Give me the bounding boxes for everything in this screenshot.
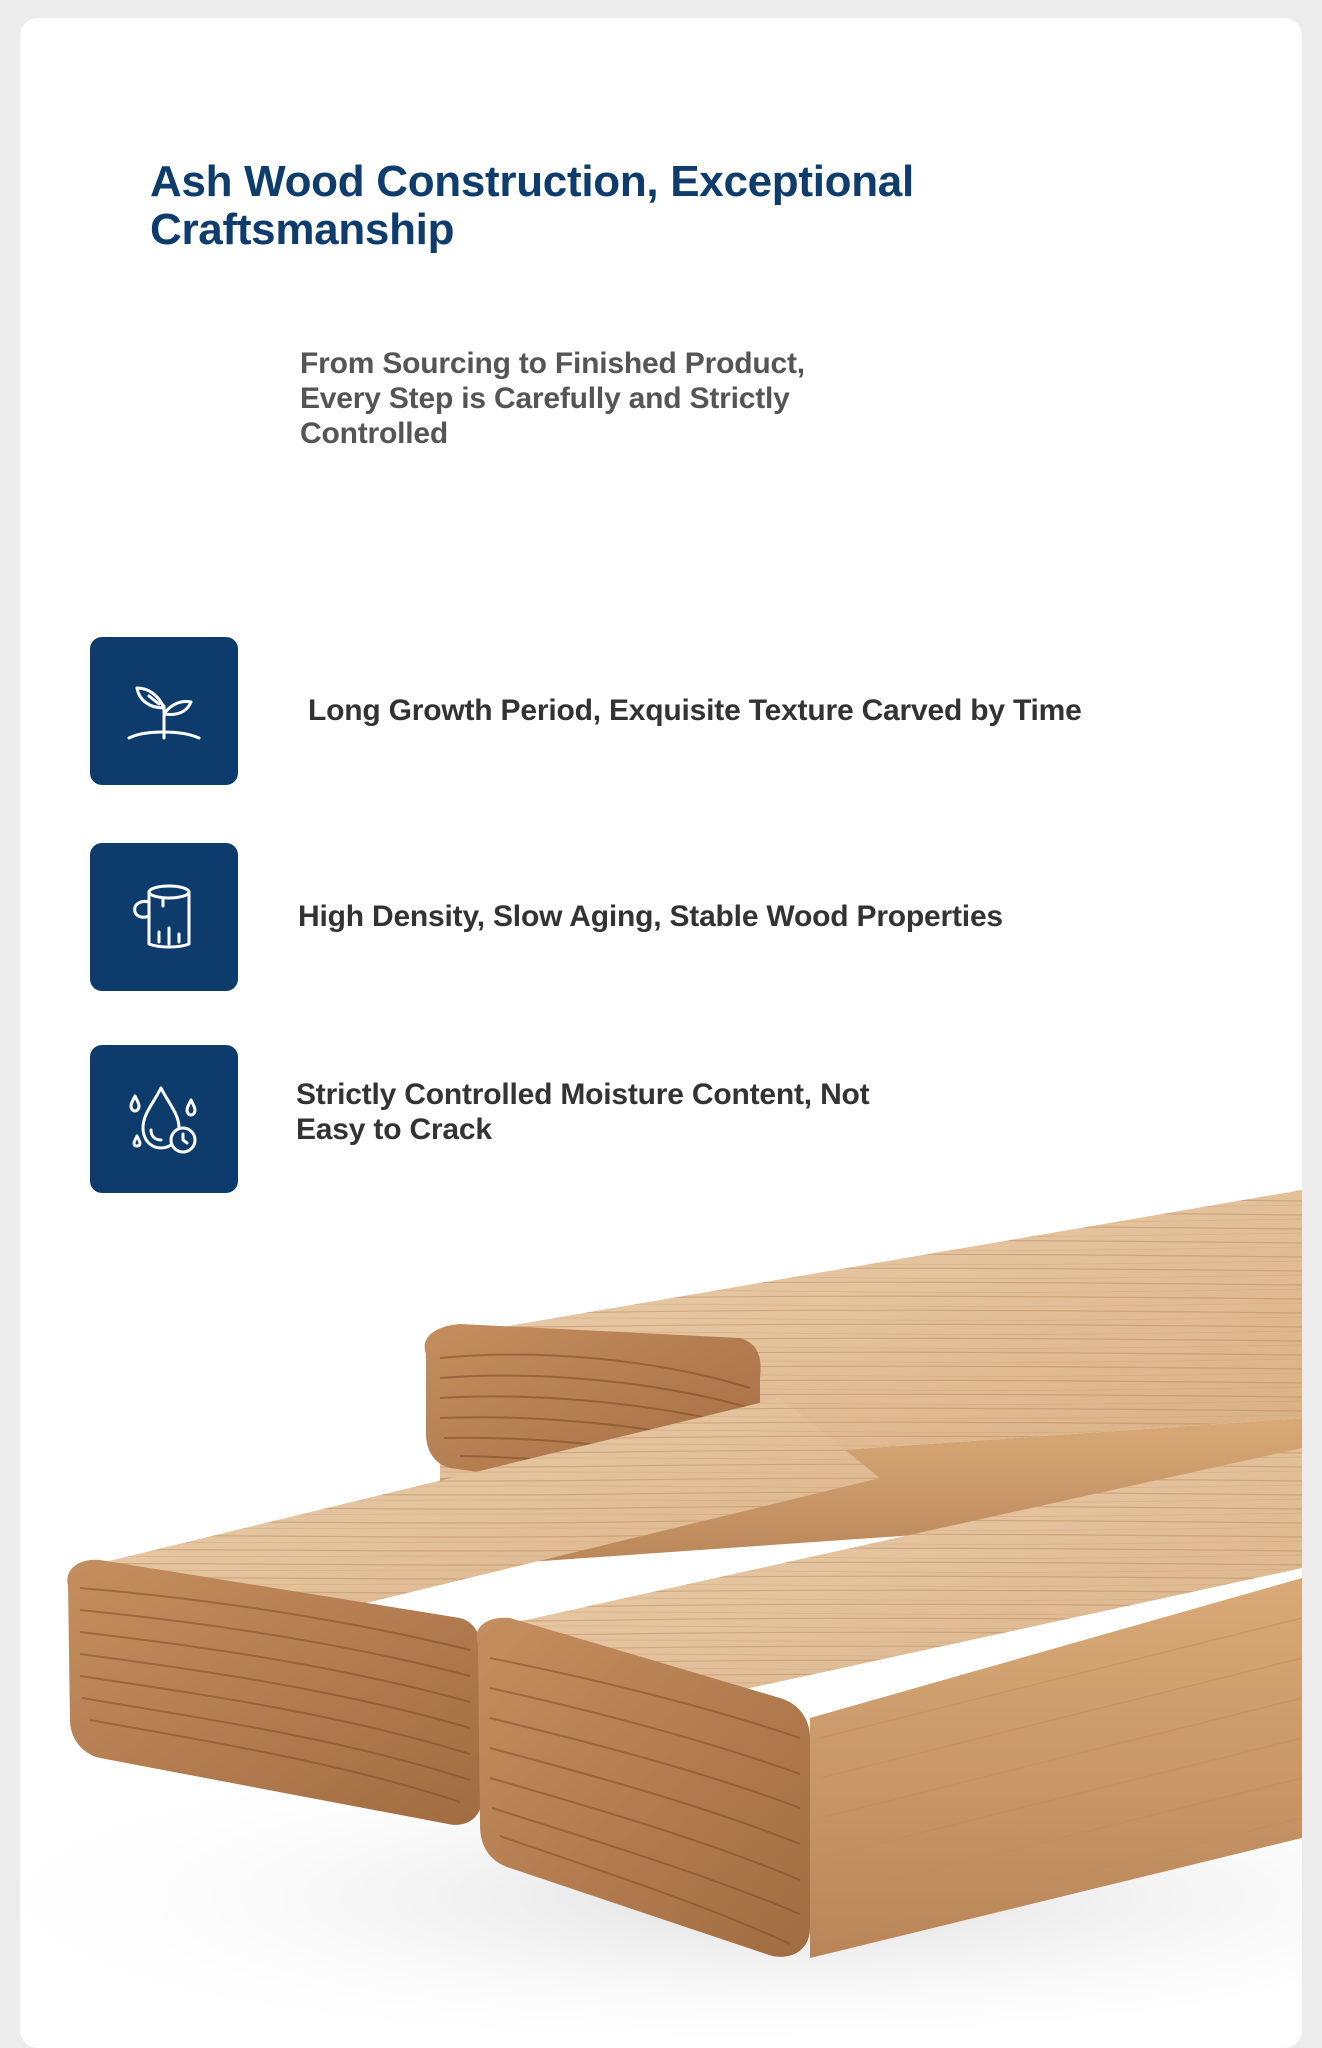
page-title: Ash Wood Construction, Exceptional Craftsmanship (150, 157, 914, 254)
feature-label: Long Growth Period, Exquisite Texture Carved by Time (308, 694, 1082, 727)
page-subtitle: From Sourcing to Finished Product, Every Step is Carefully and Strictly Controlled (300, 347, 805, 450)
tree-stump-icon (90, 843, 238, 991)
wood-planks-image (20, 1098, 1302, 2048)
feature-item-density (90, 843, 1270, 991)
feature-label: Strictly Controlled Moisture Content, Not Easy to Crack (296, 1078, 870, 1146)
sprout-icon (90, 637, 238, 785)
feature-label: High Density, Slow Aging, Stable Wood Properties (298, 900, 1003, 933)
product-detail-card (20, 18, 1302, 2048)
feature-item-growth (90, 637, 1270, 785)
